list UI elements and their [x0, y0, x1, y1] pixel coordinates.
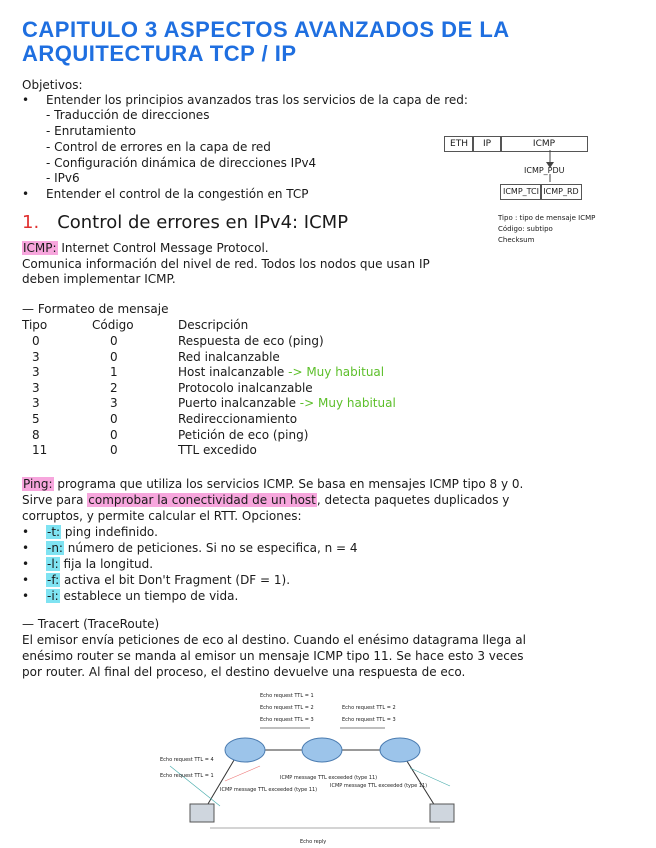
objective-1: Entender los principios avanzados tras los servicios de la capa de red: [46, 93, 468, 107]
cell-desc: TTL excedido [178, 443, 257, 458]
cell-tipo: 0 [32, 334, 40, 348]
option-bullet: • [22, 557, 30, 571]
icmp-def-text: Internet Control Message Protocol. [57, 241, 269, 255]
ping-option: -n: número de peticiones. Si no se especifica, n = 4 [47, 541, 358, 555]
network-diagram [150, 686, 490, 846]
icmp-box: ICMP [500, 136, 588, 152]
col-tipo [32, 334, 47, 459]
arrow-icon [540, 174, 560, 184]
tracert-heading: — Tracert (TraceRoute) [22, 617, 160, 631]
ping-option: -i: establece un tiempo de vida. [47, 589, 239, 603]
objectives-label: Objetivos: [22, 78, 83, 92]
col-descripcion [178, 334, 396, 459]
icmp-pdu-label: ICMP_PDU [524, 166, 565, 175]
cell-codigo: 0 [110, 443, 118, 458]
note-tipo: Tipo : tipo de mensaje ICMP [498, 214, 596, 222]
cell-tipo: 3 [32, 396, 40, 411]
cell-codigo: 0 [110, 427, 118, 442]
col-header-codigo: Código [92, 318, 134, 332]
option-bullet: • [22, 541, 30, 555]
cell-codigo: 0 [110, 349, 118, 364]
habitual-note: -> Muy habitual [284, 365, 385, 380]
cell-desc: Puerto inalcanzable -> Muy habitual [178, 396, 396, 411]
objective-bullet: • [22, 187, 30, 201]
objective-sub-2: - Enrutamiento [46, 124, 136, 138]
cell-desc: Host inalcanzable -> Muy habitual [178, 365, 385, 380]
col-codigo [110, 334, 118, 459]
objective-sub-4: - Configuración dinámica de direcciones IPv4 [46, 156, 317, 170]
tracert-line-1: El emisor envía peticiones de eco al destino. Cuando el enésimo datagrama llega al [22, 633, 526, 647]
source-host-icon [190, 804, 214, 822]
option-bullet: • [22, 573, 30, 587]
objective-sub-1: - Traducción de direcciones [46, 108, 210, 122]
note-codigo: Código: subtipo [498, 225, 553, 233]
ping-option: -t: ping indefinido. [47, 525, 158, 539]
cell-desc: Petición de eco (ping) [178, 427, 309, 442]
icmp-term: ICMP: [23, 241, 57, 255]
objective-sub-3: - Control de errores en la capa de red [46, 140, 271, 154]
cell-codigo: 1 [110, 365, 118, 380]
cell-desc: Redireccionamiento [178, 411, 298, 426]
router-icon [380, 738, 420, 762]
cell-tipo: 3 [32, 365, 40, 380]
objective-bullet: • [22, 93, 30, 107]
option-bullet: • [22, 525, 30, 539]
ip-box: IP [472, 136, 502, 152]
note-checksum: Checksum [498, 236, 535, 244]
cell-desc: Respuesta de eco (ping) [178, 334, 324, 348]
cell-codigo: 3 [110, 396, 118, 411]
section-number: 1. [22, 212, 40, 233]
ping-term: Ping: [23, 477, 53, 491]
icmp-tci-box: ICMP_TCI [500, 184, 542, 200]
cell-desc: Protocolo inalcanzable [178, 380, 313, 395]
cell-tipo: 8 [32, 427, 40, 442]
cell-codigo: 2 [110, 380, 118, 395]
eth-box: ETH [444, 136, 474, 152]
ping-option: -l: fija la longitud. [47, 557, 154, 571]
section-heading [22, 212, 348, 233]
cell-codigo: 0 [110, 411, 118, 426]
col-header-descripcion: Descripción [178, 318, 249, 332]
tracert-line-2: enésimo router se manda al emisor un mensaje ICMP tipo 11. Se hace esto 3 veces [22, 649, 524, 663]
cell-codigo: 0 [110, 334, 118, 348]
objective-2: Entender el control de la congestión en TCP [46, 187, 309, 201]
cell-desc: Red inalcanzable [178, 349, 280, 364]
page-title: CAPITULO 3 ASPECTOS AVANZADOS DE LA ARQUITECTURA TCP / IP [22, 17, 509, 66]
destination-host-icon [430, 804, 454, 822]
icmp-definition [22, 241, 269, 256]
ping-highlight: comprobar la conectividad de un host [88, 493, 316, 507]
cell-tipo: 11 [32, 443, 48, 458]
cell-tipo: 5 [32, 411, 40, 426]
router-icon [225, 738, 265, 762]
tracert-line-3: por router. Al final del proceso, el destino devuelve una respuesta de eco. [22, 665, 466, 679]
ping-line-1: Ping: programa que utiliza los servicios ICMP. Se basa en mensajes ICMP tipo 8 y 0. [23, 477, 524, 491]
col-header-tipo: Tipo [22, 318, 48, 332]
option-bullet: • [22, 589, 30, 603]
ping-line-2: Sirve para comprobar la conectividad de un host, detecta paquetes duplicados y [22, 493, 510, 507]
icmp-description: Comunica información del nivel de red. Todos los nodos que usan IP deben implementar ICMP. [22, 257, 430, 286]
cell-tipo: 3 [32, 349, 40, 364]
objective-sub-5: - IPv6 [46, 171, 80, 185]
router-icon [302, 738, 342, 762]
format-heading: — Formateo de mensaje [22, 302, 169, 316]
section-title: Control de errores en IPv4: ICMP [57, 212, 349, 233]
icmp-rd-box: ICMP_RD [540, 184, 582, 200]
habitual-note: -> Muy habitual [295, 396, 396, 411]
ping-line-3: corruptos, y permite calcular el RTT. Opciones: [22, 509, 302, 523]
cell-tipo: 3 [32, 380, 40, 395]
traceroute-figure: Echo request TTL = 1 Echo request TTL = 2 Echo request TTL = 3 Echo request TTL = 2 Echo request TTL = 3 Echo request TTL = 4 Echo request TTL = 1 ICMP message TTL exceeded (type 11) ICMP message TTL exceeded (type 11) ICMP message TTL exceeded (type 11) Echo reply [150, 686, 490, 846]
echo-reply-label: Echo reply [300, 839, 327, 845]
ping-option: -f: activa el bit Don't Fragment (DF = 1). [47, 573, 291, 587]
